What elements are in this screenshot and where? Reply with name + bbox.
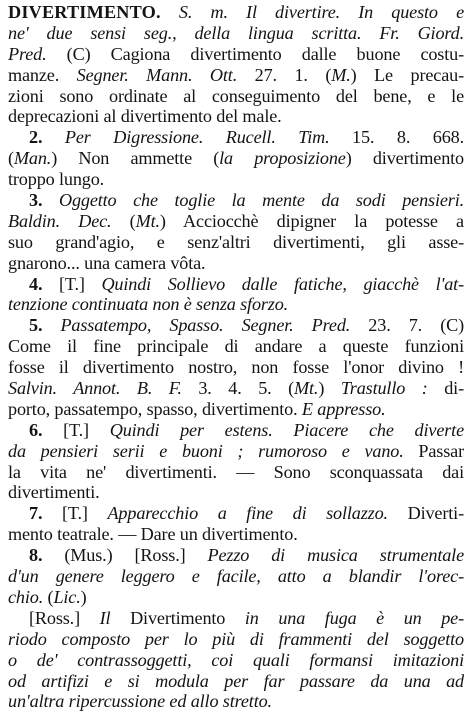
entry-line [8,650,464,671]
entry-text: ( [111,210,136,231]
sense-number: 7. [29,503,43,524]
entry-text: Apparecchio a fine di sollazzo. [107,503,388,524]
entry-line [8,482,464,503]
entry-text: la proposizione [219,148,346,169]
entry-line [8,315,464,336]
entry-text: ) [80,586,87,607]
entry-text: [T.] [42,273,102,294]
sense-number: 8. [29,545,43,566]
entry-text: porto, passatempo, spasso, divertimento. [8,398,302,419]
entry-text: Per Digressione. Rucell. Tim. [42,127,330,148]
entry-text: in una fuga è un pe- [244,607,464,628]
entry-line [8,2,464,23]
entry-text: un'altra ripercussione ed allo stretto. [8,691,272,712]
entry-text: 27. 1. ( [237,64,332,85]
entry-text: Trastullo : [340,378,428,399]
entry-line [8,86,464,107]
entry-text: troppo lungo. [8,169,105,190]
entry-text: Quindi Sollievo dalle fatiche, giacchè l'at- [101,273,464,294]
entry-text: ) Acciocchè dipigner la potesse a [159,210,464,231]
entry-text: (C) Cagiona divertimento dalle buone costu- [46,43,464,64]
entry-text: Segner. Mann. Ott. [76,64,238,85]
entry-text: tenzione continuata non è senza sforzo. [8,294,289,315]
entry-line [8,691,464,712]
entry-text: ) divertimento [345,148,464,169]
headword: DIVERTIMENTO. [8,2,161,22]
entry-text: chio. [8,586,44,607]
entry-text: 23. 7. (C) [350,315,464,336]
entry-text: Man. [13,148,52,169]
entry-line [8,524,464,545]
entry-line [8,545,464,566]
entry-text: ) Non ammette ( [51,148,220,169]
entry-line [8,294,464,315]
entry-text: ) Le precau- [350,64,464,85]
entry-line [8,587,464,608]
entry-text: zioni sono ordinate al conseguimento del bene, e le [8,85,464,106]
entry-line [8,65,464,86]
entry-line [8,399,464,420]
sense-number: 2. [29,127,43,148]
entry-text: fosse il divertimento nostro, non fosse l'onor divino ! [8,357,464,378]
entry-text: mento teatrale. — Dare un divertimento. [8,524,298,545]
entry-text: Il [99,607,111,628]
entry-line [8,148,464,169]
entry-line [8,441,464,462]
entry-text: Passar [403,440,464,461]
entry-line [8,336,464,357]
entry-text: 15. 8. 668. [329,127,464,148]
entry-text: Lic. [53,586,81,607]
entry-text: o de' contrassoggetti, coi quali formansi imitazioni [8,649,464,670]
entry-line [8,671,464,692]
entry-text: (Mus.) [Ross.] [42,545,208,566]
entry-text: da pensieri serii e buoni ; rumoroso e vano. [8,440,404,461]
entry-line [8,253,464,274]
entry-line [8,44,464,65]
entry-text: Baldin. Dec. [8,210,112,231]
entry-text: Salvin. Annot. B. F. [8,378,182,399]
entry-text: Mt. [135,210,160,231]
entry-line [8,566,464,587]
entry-text: Diverti- [387,503,464,524]
entry-text: Pezzo di musica strumentale [207,545,464,566]
entry-text: S. m. Il divertire. In questo e [160,2,464,22]
entry-line [8,190,464,211]
entry-text: Mt. [294,378,319,399]
entry-text: suo grand'agio, e senz'altri divertimenti, gli asse- [8,231,464,252]
sense-number: 4. [29,273,43,294]
entry-line [8,211,464,232]
entry-line [8,462,464,483]
sense-number: 5. [29,315,43,336]
entry-line [8,420,464,441]
entry-line [8,629,464,650]
entry-text: d'un genere leggero e facile, atto a blandir l'orec- [8,566,464,587]
entry-line [8,503,464,524]
entry-text: ne' due sensi seg., della lingua scritta. Fr. Giord. [8,22,464,43]
entry-text: manze. [8,64,77,85]
entry-text: [Ross.] [29,607,100,628]
entry-line [8,378,464,399]
entry-text: M. [331,64,351,85]
entry-text: deprecazioni al divertimento del male. [8,106,282,127]
entry-text: od artifizi e si modula per far passare da una ad [8,670,464,691]
sense-number: 3. [29,190,43,211]
entry-text: [T.] [42,419,110,440]
entry-text: ( [43,586,54,607]
entry-line [8,169,464,190]
entry-text: gnarono... una camera vôta. [8,252,206,273]
entry-line [8,106,464,127]
entry-text: la vita ne' divertimenti. — Sono sconquassata dai [8,461,464,482]
entry-text: Passatempo, Spasso. Segner. Pred. [42,315,351,336]
entry-text: Quindi per estens. Piacere che diverte [109,419,464,440]
entry-text: 3. 4. 5. ( [181,378,295,399]
entry-text: Come il fine principale di andare a queste funzioni [8,336,464,357]
entry-text: ( [8,148,14,169]
entry-text: ) [318,378,341,399]
entry-line [8,357,464,378]
dictionary-entry-divertimento [8,2,464,712]
entry-text: E appresso. [301,398,386,419]
entry-text: di- [427,378,464,399]
entry-line [8,274,464,295]
entry-text: [T.] [42,503,108,524]
entry-text: Divertimento [110,607,245,628]
entry-text: divertimenti. [8,482,100,503]
entry-text: Pred. [8,43,47,64]
entry-text: Oggetto che toglie la mente da sodi pensieri. [42,190,464,211]
entry-line [8,127,464,148]
entry-line [8,23,464,44]
entry-line [8,232,464,253]
entry-text: riodo composto per lo più di frammenti del soggetto [8,628,464,649]
entry-line [8,608,464,629]
sense-number: 6. [29,419,43,440]
